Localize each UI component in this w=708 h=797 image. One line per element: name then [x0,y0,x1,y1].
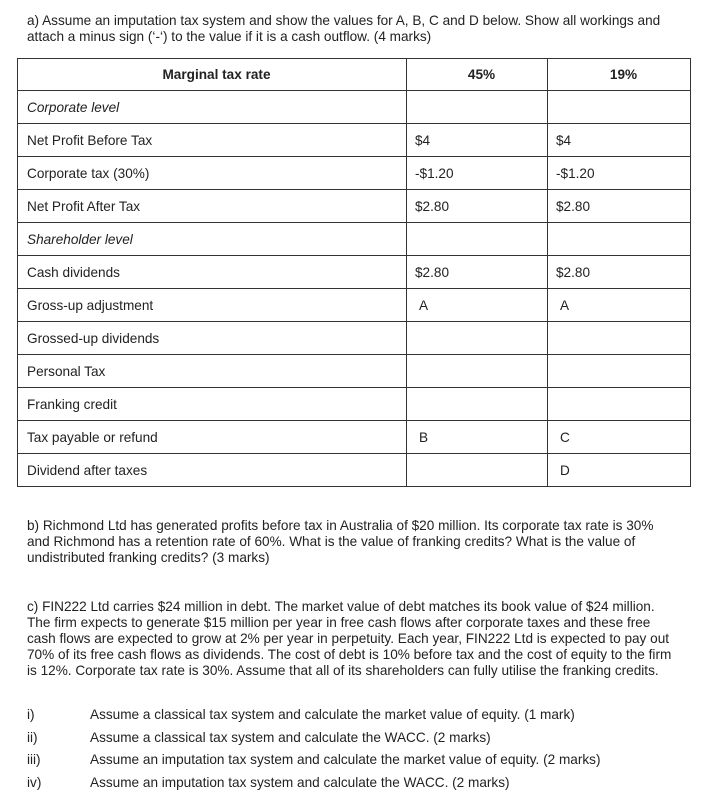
tax-table [17,58,691,487]
list-item [27,730,687,753]
cell-45 [407,355,548,388]
list-item [27,707,687,730]
cell-19: A [548,289,691,322]
table-row [18,223,691,256]
table-row [18,421,691,454]
row-label: Cash dividends [18,256,407,289]
cell-45 [407,322,548,355]
question-a-text: a) Assume an imputation tax system and show the values for A, B, C and D below. Show all workings and attach a minus sign (‘-‘) to the value if it is a cash outflow. (4 marks) [27,13,661,44]
header-rate-45: 45% [407,59,548,91]
cell-19 [548,91,691,124]
cell-45 [407,223,548,256]
cell-45: $2.80 [407,256,548,289]
cell-19 [548,223,691,256]
table-row [18,322,691,355]
row-label: Corporate tax (30%) [18,157,407,190]
row-label: Grossed-up dividends [18,322,407,355]
header-marginal-tax-rate: Marginal tax rate [18,59,407,91]
item-number: iv) [27,774,42,790]
cell-45 [407,91,548,124]
item-text: Assume an imputation tax system and calculate the market value of equity. (2 marks) [90,752,601,768]
table-row [18,190,691,223]
table-row [18,91,691,124]
cell-45 [407,454,548,487]
item-number: iii) [27,752,41,768]
row-label: Dividend after taxes [18,454,407,487]
item-text: Assume a classical tax system and calculate the WACC. (2 marks) [90,729,491,745]
cell-45: $2.80 [407,190,548,223]
cell-19: $2.80 [548,190,691,223]
cell-45: B [407,421,548,454]
header-rate-19: 19% [548,59,691,91]
question-c-subitems [27,707,687,797]
cell-19: $2.80 [548,256,691,289]
list-item [27,752,687,775]
item-number: i) [27,707,35,722]
row-label: Net Profit After Tax [18,190,407,223]
cell-45: $4 [407,124,548,157]
table-row [18,256,691,289]
row-label: Net Profit Before Tax [18,124,407,157]
table-row [18,124,691,157]
question-c-text: c) FIN222 Ltd carries $24 million in debt. The market value of debt matches its book value of $24 million. The firm expects to generate $15 million per year in free cash flows after corporate taxes and these free cash flows are expected to grow at 2% per year in perpetuity. Each year, FIN222 Ltd is expected to pay out 70% of its free cash flows as dividends. The cost of debt is 10% before tax and the cost of equity to the firm is 12%. Corporate tax rate is 30%. Assume that all of its shareholders can fully utilise the franking credits. [27,599,672,678]
list-item [27,775,687,797]
cell-19 [548,322,691,355]
row-label: Tax payable or refund [18,421,407,454]
row-label: Personal Tax [18,355,407,388]
cell-19: -$1.20 [548,157,691,190]
table-row [18,289,691,322]
table-header-row [18,59,691,91]
table-row [18,355,691,388]
question-b-text: b) Richmond Ltd has generated profits before tax in Australia of $20 million. Its corporate tax rate is 30% and Richmond has a retention rate of 60%. What is the value of franking credits? What is the value of undistributed franking credits? (3 marks) [27,518,654,565]
row-label: Shareholder level [18,223,407,256]
table-row [18,388,691,421]
table-row [18,157,691,190]
table-row [18,454,691,487]
cell-19: D [548,454,691,487]
cell-45: -$1.20 [407,157,548,190]
cell-45: A [407,289,548,322]
cell-19: C [548,421,691,454]
cell-19 [548,388,691,421]
item-number: ii) [27,729,38,745]
cell-19: $4 [548,124,691,157]
cell-45 [407,388,548,421]
cell-19 [548,355,691,388]
item-text: Assume a classical tax system and calculate the market value of equity. (1 mark) [90,707,575,722]
row-label: Franking credit [18,388,407,421]
row-label: Corporate level [18,91,407,124]
row-label: Gross-up adjustment [18,289,407,322]
item-text: Assume an imputation tax system and calculate the WACC. (2 marks) [90,774,510,790]
